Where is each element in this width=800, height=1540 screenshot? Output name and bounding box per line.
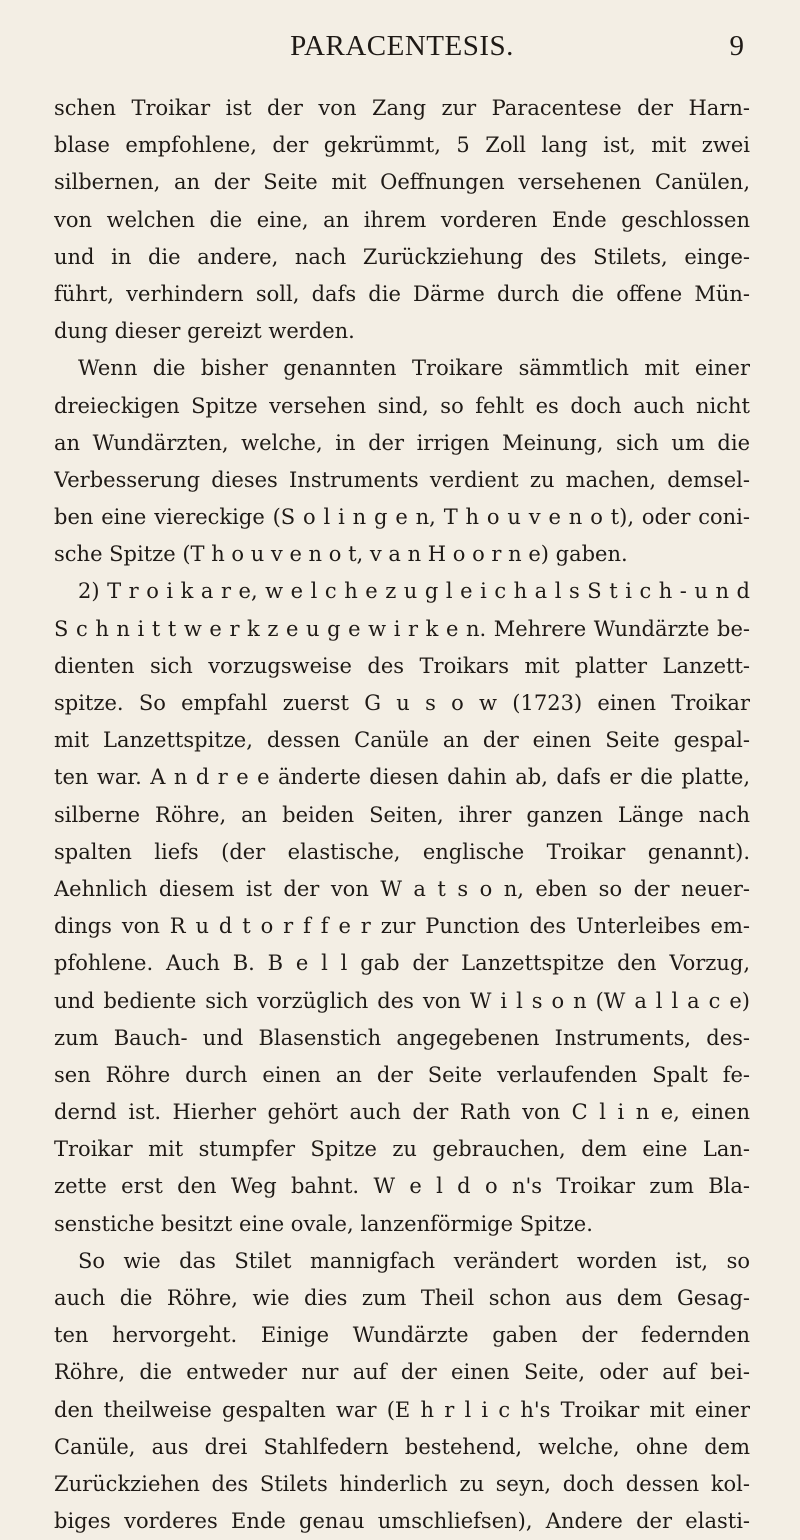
text-line: sen Röhre durch einen an der Seite verlaufenden Spalt fe- <box>54 1062 750 1087</box>
text-line: ben eine viereckige (S o l i n g e n, T h o u v e n o t), oder coni- <box>54 505 750 530</box>
text-line: silbernen, an der Seite mit Oeffnungen versehenen Canülen, <box>54 170 750 195</box>
text-line: und in die andere, nach Zurückziehung des Stilets, einge- <box>54 244 750 269</box>
page-number: 9 <box>729 30 744 62</box>
text-line: führt, verhindern soll, dafs die Därme durch die offene Mün- <box>54 281 750 306</box>
text-line: blase empfohlene, der gekrümmt, 5 Zoll lang ist, mit zwei <box>54 133 750 158</box>
text-line: Canüle, aus drei Stahlfedern bestehend, welche, ohne dem <box>54 1434 750 1459</box>
text-line: dernd ist. Hierher gehört auch der Rath von C l i n e, einen <box>54 1100 750 1125</box>
running-head <box>54 22 750 70</box>
text-line: S c h n i t t w e r k z e u g e w i r k e n. Mehrere Wundärzte be- <box>54 616 750 641</box>
text-line: zette erst den Weg bahnt. W e l d o n's Troikar zum Bla- <box>54 1174 750 1199</box>
text-line: von welchen die eine, an ihrem vorderen Ende geschlossen <box>54 207 750 232</box>
text-line: den theilweise gespalten war (E h r l i c h's Troikar mit einer <box>54 1397 750 1422</box>
text-line: auch die Röhre, wie dies zum Theil schon aus dem Gesag- <box>54 1286 750 1310</box>
text-line: biges vorderes Ende genau umschliefsen), Andere der elasti- <box>54 1509 750 1534</box>
text-line: zum Bauch- und Blasenstich angegebenen Instruments, des- <box>54 1025 750 1050</box>
text-line: Troikar mit stumpfer Spitze zu gebrauchen, dem eine Lan- <box>54 1137 750 1162</box>
text-line: sche Spitze (T h o u v e n o t, v a n H o o r n e) gaben. <box>54 542 628 567</box>
text-line: dreieckigen Spitze versehen sind, so fehlt es doch auch nicht <box>54 393 750 418</box>
text-line: So wie das Stilet mannigfach verändert worden ist, so <box>78 1248 750 1273</box>
text-line: Aehnlich diesem ist der von W a t s o n, eben so der neuer- <box>54 876 750 901</box>
text-line: pfohlene. Auch B. B e l l gab der Lanzettspitze den Vorzug, <box>54 951 750 976</box>
text-line: spalten liefs (der elastische, englische Troikar genannt). <box>54 839 750 864</box>
text-line: und bediente sich vorzüglich des von W i l s o n (W a l l a c e) <box>54 988 750 1013</box>
text-line: 2) T r o i k a r e, w e l c h e z u g l e i c h a l s S t i c h - u n d <box>78 579 750 604</box>
text-line: Verbesserung dieses Instruments verdient zu machen, demsel- <box>54 467 750 492</box>
text-line: silberne Röhre, an beiden Seiten, ihrer ganzen Länge nach <box>54 802 750 827</box>
text-line: senstiche besitzt eine ovale, lanzenförmige Spitze. <box>54 1211 593 1236</box>
text-line: dienten sich vorzugsweise des Troikars mit platter Lanzett- <box>54 653 750 678</box>
text-line: mit Lanzettspitze, dessen Canüle an der einen Seite gespal- <box>54 728 750 753</box>
text-line: Zurückziehen des Stilets hinderlich zu seyn, doch dessen kol- <box>54 1471 750 1496</box>
body-text <box>54 90 750 1540</box>
text-line: Röhre, die entweder nur auf der einen Seite, oder auf bei- <box>54 1360 750 1385</box>
running-head-title: PARACENTESIS. <box>290 30 514 62</box>
text-line: Wenn die bisher genannten Troikare sämmtlich mit einer <box>78 356 750 381</box>
text-line: dung dieser gereizt werden. <box>54 319 355 344</box>
text-line: dings von R u d t o r f f e r zur Punction des Unterleibes em- <box>54 914 750 939</box>
text-line: an Wundärzten, welche, in der irrigen Meinung, sich um die <box>54 430 750 455</box>
text-line: ten hervorgeht. Einige Wundärzte gaben der federnden <box>54 1323 750 1348</box>
text-line: schen Troikar ist der von Zang zur Paracentese der Harn- <box>54 96 750 120</box>
text-line: ten war. A n d r e e änderte diesen dahin ab, dafs er die platte, <box>54 765 750 790</box>
text-line: spitze. So empfahl zuerst G u s o w (1723) einen Troikar <box>54 691 750 715</box>
